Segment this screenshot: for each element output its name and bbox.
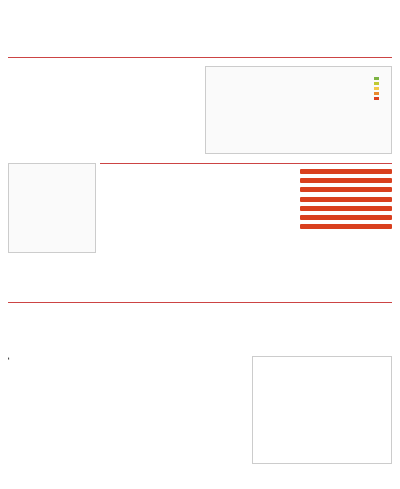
step-2-button[interactable] [300,178,392,183]
reduction-chart [253,357,393,465]
intro-text [8,80,196,83]
conclusions-closing [8,410,240,413]
step-5-button[interactable] [300,206,392,211]
network-hex-diagram [9,164,97,254]
conclusions-intro [8,323,392,326]
conclusions-bullets [8,356,240,357]
step-3-button[interactable] [300,187,392,192]
intro-diagram [205,66,392,154]
section-divider [100,163,392,164]
step-4-button[interactable] [300,197,392,202]
methodology-diagram [8,163,96,253]
step-1-button[interactable] [300,169,392,174]
section-divider [8,57,392,58]
step-6-button[interactable] [300,215,392,220]
hex-cluster-diagram [206,67,393,155]
section-divider [8,302,392,303]
step-7-button[interactable] [300,224,392,229]
methodology-steps [300,169,392,233]
reduction-chart-frame [252,356,392,464]
methodology-text [112,184,292,187]
results-text [112,257,392,260]
